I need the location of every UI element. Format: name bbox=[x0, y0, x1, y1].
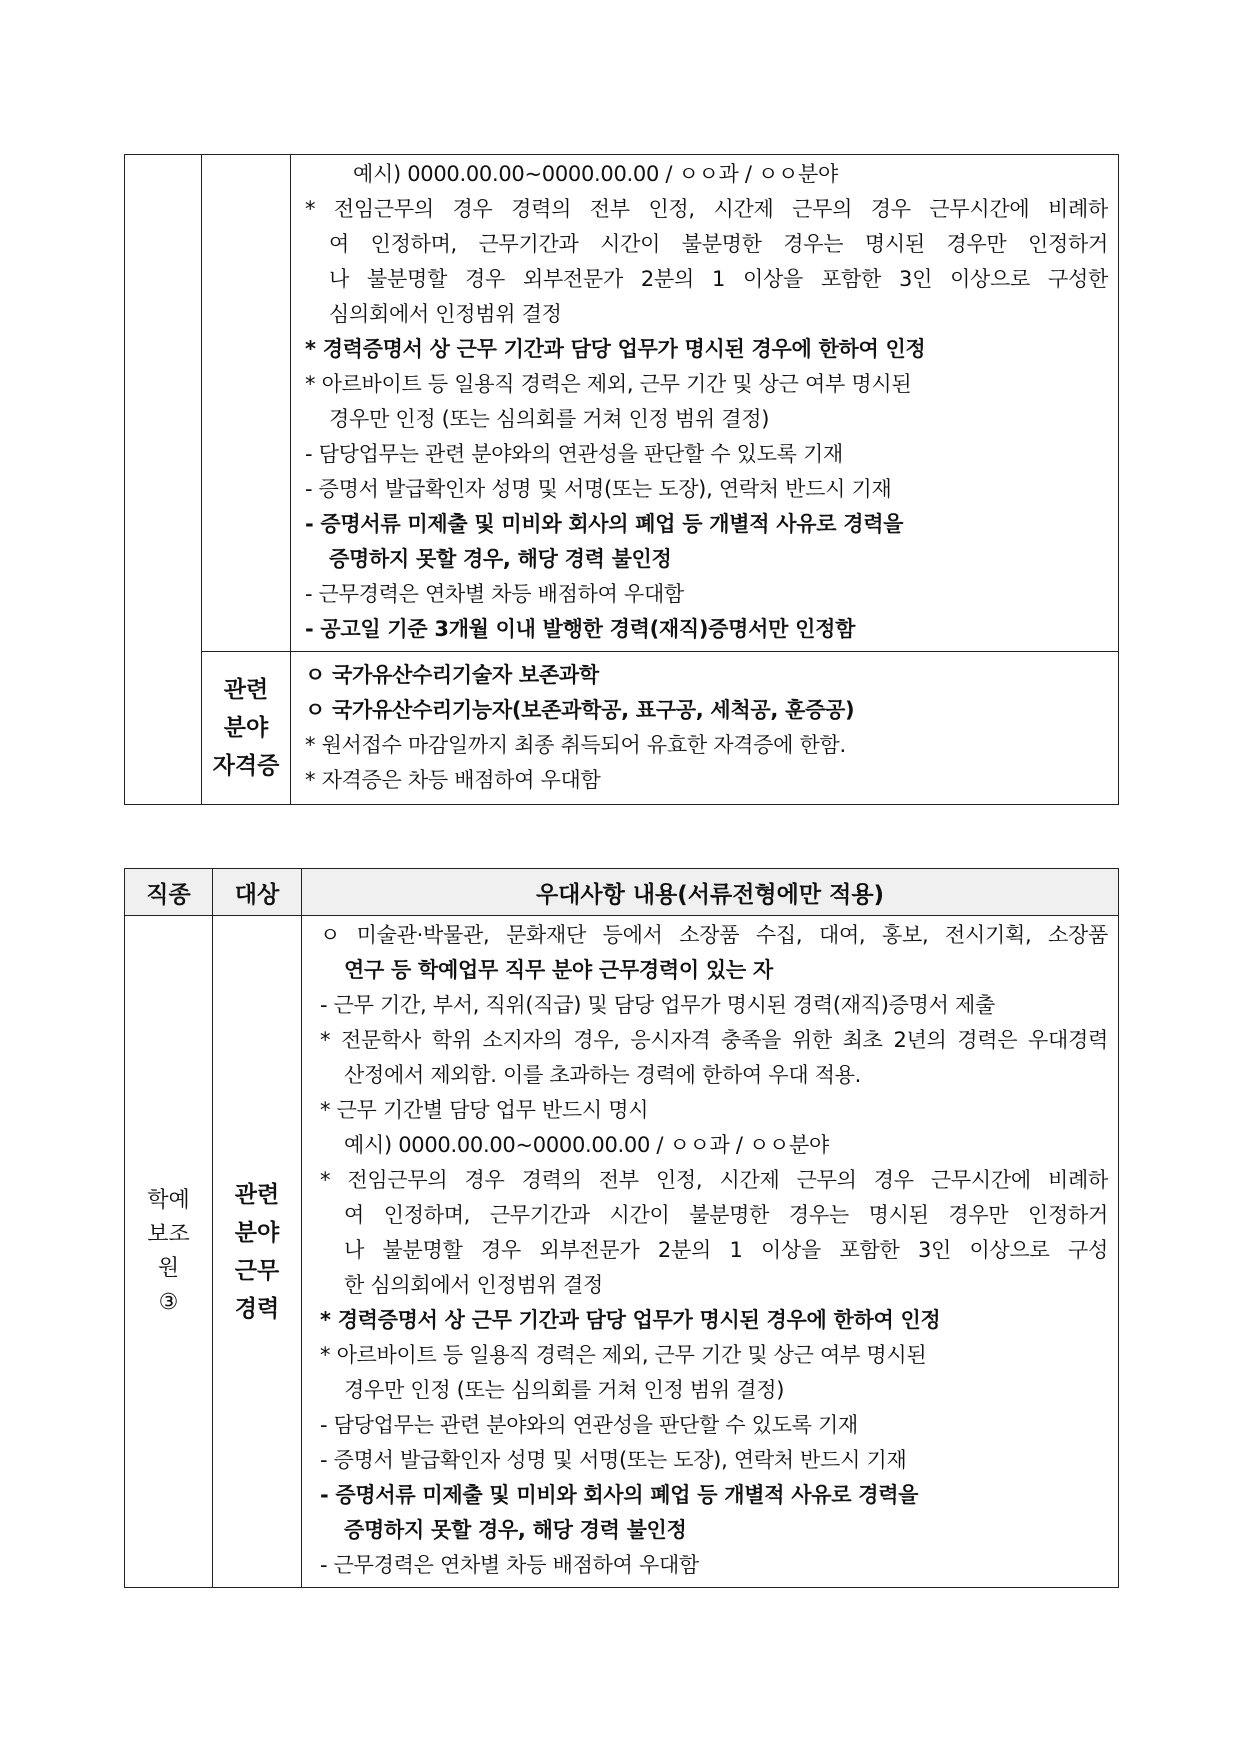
text-line: - 근무경력은 연차별 차등 배점하여 우대함 bbox=[320, 1553, 699, 1577]
text-line: - 증명서 발급확인자 성명 및 서명(또는 도장), 연락처 반드시 기재 bbox=[305, 477, 892, 501]
text-line: 증명하지 못할 경우, 해당 경력 불인정 bbox=[329, 547, 672, 571]
text-line: 나 불분명할 경우 외부전문가 2분의 1 이상을 포함한 3인 이상으로 구성 bbox=[344, 1238, 1108, 1262]
cert-label: 관련 분야 자격증 bbox=[212, 677, 280, 779]
header-content: 우대사항 내용(서류전형에만 적용) bbox=[302, 869, 1119, 916]
job-type-cell: 학예 보조 원 ③ bbox=[125, 916, 213, 1588]
text-line: - 증명서류 미제출 및 미비와 회사의 폐업 등 개별적 사유로 경력을 bbox=[320, 1483, 919, 1507]
text-line: 경우만 인정 (또는 심의회를 거쳐 인정 범위 결정) bbox=[344, 1378, 785, 1402]
cert-content bbox=[291, 652, 1119, 805]
table-continued bbox=[124, 154, 1119, 805]
text-line: - 공고일 기준 3개월 이내 발행한 경력(재직)증명서만 인정함 bbox=[305, 617, 856, 641]
text-line: 한 심의회에서 인정범위 결정 bbox=[344, 1273, 603, 1297]
text-line: - 담당업무는 관련 분야와의 연관성을 판단할 수 있도록 기재 bbox=[320, 1413, 858, 1437]
text-line: 산정에서 제외함. 이를 초과하는 경력에 한하여 우대 적용. bbox=[344, 1063, 862, 1087]
text-line: * 경력증명서 상 근무 기간과 담당 업무가 명시된 경우에 한하여 인정 bbox=[320, 1308, 941, 1332]
text-line: - 근무경력은 연차별 차등 배점하여 우대함 bbox=[305, 582, 684, 606]
text-line: 증명하지 못할 경우, 해당 경력 불인정 bbox=[344, 1518, 687, 1542]
text-line: * 근무 기간별 담당 업무 반드시 명시 bbox=[320, 1098, 649, 1122]
text-line: 나 불분명할 경우 외부전문가 2분의 1 이상을 포함한 3인 이상으로 구성한 bbox=[329, 267, 1108, 291]
text-line: * 아르바이트 등 일용직 경력은 제외, 근무 기간 및 상근 여부 명시된 bbox=[305, 372, 912, 396]
text-line: * 경력증명서 상 근무 기간과 담당 업무가 명시된 경우에 한하여 인정 bbox=[305, 337, 926, 361]
header-job-type: 직종 bbox=[125, 869, 213, 916]
text-line: ㅇ 국가유산수리기술자 보존과학 bbox=[305, 663, 599, 687]
target-cell: 관련 분야 근무 경력 bbox=[213, 916, 302, 1588]
text-line: - 증명서 발급확인자 성명 및 서명(또는 도장), 연락처 반드시 기재 bbox=[320, 1448, 907, 1472]
text-line: ㅇ 국가유산수리기능자(보존과학공, 표구공, 세척공, 훈증공) bbox=[305, 698, 855, 722]
text-line: * 전임근무의 경우 경력의 전부 인정, 시간제 근무의 경우 근무시간에 비례하 bbox=[305, 197, 1108, 221]
text-line: 여 인정하며, 근무기간과 시간이 불분명한 경우는 명시된 경우만 인정하거 bbox=[344, 1203, 1108, 1227]
text-line: - 담당업무는 관련 분야와의 연관성을 판단할 수 있도록 기재 bbox=[305, 442, 843, 466]
preference-table bbox=[124, 868, 1119, 1588]
text-line: * 아르바이트 등 일용직 경력은 제외, 근무 기간 및 상근 여부 명시된 bbox=[320, 1343, 927, 1367]
preference-content bbox=[302, 916, 1119, 1588]
text-line: 심의회에서 인정범위 결정 bbox=[329, 302, 562, 326]
text-line: 연구 등 학예업무 직무 분야 근무경력이 있는 자 bbox=[344, 958, 773, 982]
career-content bbox=[291, 155, 1119, 652]
text-line: * 전문학사 학위 소지자의 경우, 응시자격 충족을 위한 최초 2년의 경력은 우대경력 bbox=[320, 1028, 1108, 1052]
job-cell-empty bbox=[125, 155, 202, 805]
text-line: 예시) 0000.00.00~0000.00.00 / ㅇㅇ과 / ㅇㅇ분야 bbox=[353, 162, 838, 186]
text-line: - 근무 기간, 부서, 직위(직급) 및 담당 업무가 명시된 경력(재직)증명서 제출 bbox=[320, 993, 995, 1017]
cert-label-cell bbox=[202, 652, 291, 805]
text-line: * 자격증은 차등 배점하여 우대함 bbox=[305, 768, 601, 792]
target-cell-empty bbox=[202, 155, 291, 652]
text-line: 여 인정하며, 근무기간과 시간이 불분명한 경우는 명시된 경우만 인정하거 bbox=[329, 232, 1108, 256]
text-line: ㅇ 미술관·박물관, 문화재단 등에서 소장품 수집, 대여, 홍보, 전시기획, 소장품 bbox=[320, 923, 1108, 947]
header-target: 대상 bbox=[213, 869, 302, 916]
text-line: - 증명서류 미제출 및 미비와 회사의 폐업 등 개별적 사유로 경력을 bbox=[305, 512, 904, 536]
text-line: 경우만 인정 (또는 심의회를 거쳐 인정 범위 결정) bbox=[329, 407, 770, 431]
text-line: * 전임근무의 경우 경력의 전부 인정, 시간제 근무의 경우 근무시간에 비례하 bbox=[320, 1168, 1108, 1192]
text-line: * 원서접수 마감일까지 최종 취득되어 유효한 자격증에 한함. bbox=[305, 733, 846, 757]
text-line: 예시) 0000.00.00~0000.00.00 / ㅇㅇ과 / ㅇㅇ분야 bbox=[344, 1133, 829, 1157]
